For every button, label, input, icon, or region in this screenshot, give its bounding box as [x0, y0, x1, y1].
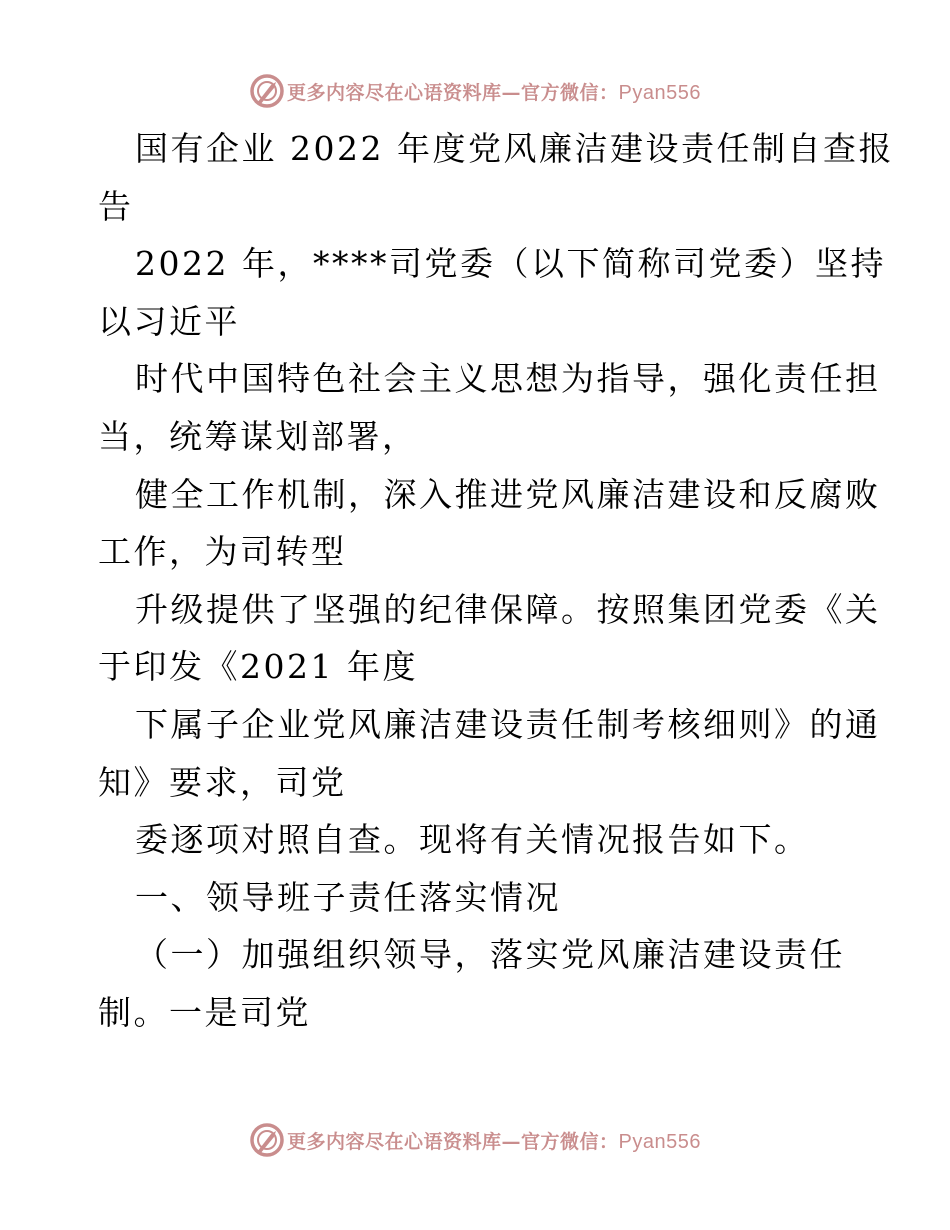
document-body	[98, 120, 894, 1042]
paragraph-line: 健全工作机制，深入推进党风廉洁建设和反腐败	[135, 474, 881, 514]
wechat-id: Pyan556	[618, 81, 701, 104]
title-line-1: 国有企业 2022 年度党风廉洁建设责任制自查报	[135, 129, 894, 168]
watermark-label: 更多内容尽在心语资料库—官方微信：	[287, 81, 619, 104]
paragraph-line: 委逐项对照自查。现将有关情况报告如下。	[135, 820, 810, 860]
title-line-2: 告	[98, 186, 134, 226]
watermark-text	[287, 78, 701, 105]
watermark-label: 更多内容尽在心语资料库—官方微信：	[287, 1130, 619, 1153]
paragraph-line: 制。一是司党	[98, 992, 311, 1032]
pen-seal-logo-icon	[249, 1122, 285, 1158]
header-watermark-banner	[0, 71, 950, 111]
watermark-text	[287, 1127, 701, 1154]
wechat-id: Pyan556	[618, 1130, 701, 1153]
paragraph-line: 于印发《2021 年度	[98, 647, 418, 687]
paragraph-line: 2022 年，****司党委（以下简称司党委）坚持	[135, 244, 886, 284]
paragraph-line: 当，统筹谋划部署，	[98, 416, 418, 456]
paragraph-line: 知》要求，司党	[98, 762, 347, 802]
footer-watermark-banner	[0, 1120, 950, 1160]
paragraph-line: 工作，为司转型	[98, 532, 347, 572]
paragraph-line: 下属子企业党风廉洁建设责任制考核细则》的通	[135, 704, 881, 744]
section-heading: 一、领导班子责任落实情况	[135, 877, 561, 917]
pen-seal-logo-icon	[249, 73, 285, 109]
paragraph-line: 升级提供了坚强的纪律保障。按照集团党委《关	[135, 589, 881, 629]
paragraph-line: 以习近平	[98, 301, 240, 341]
subsection-heading: （一）加强组织领导，落实党风廉洁建设责任	[135, 935, 845, 975]
paragraph-line: 时代中国特色社会主义思想为指导，强化责任担	[135, 359, 881, 399]
